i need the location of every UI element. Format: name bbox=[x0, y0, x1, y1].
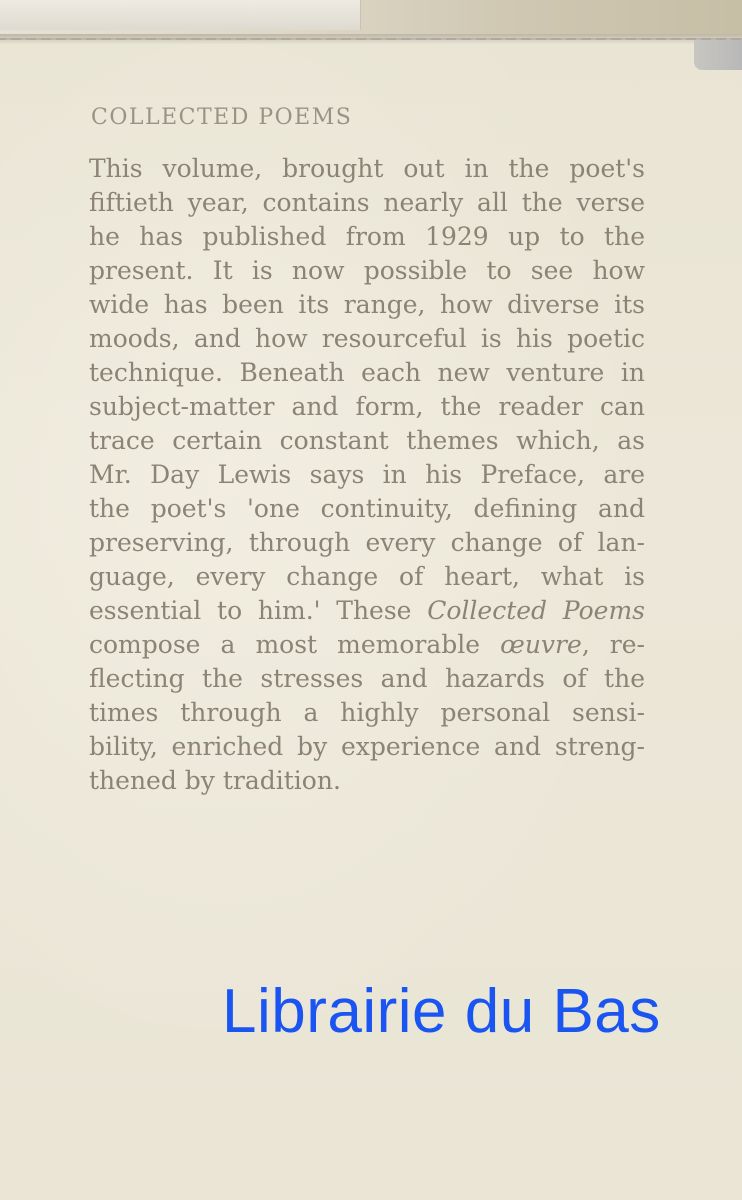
blurb-line: guage, every change of heart, what is bbox=[89, 562, 645, 591]
blurb-line: technique. Beneath each new venture in bbox=[89, 358, 645, 387]
blurb-line bbox=[89, 628, 645, 662]
blurb-line: wide has been its range, how diverse its bbox=[89, 290, 645, 319]
blurb-line: the poet's 'one continuity, defining and bbox=[89, 494, 645, 523]
blurb-line: moods, and how resourceful is his poetic bbox=[89, 324, 645, 353]
book-title-italic: Collected Poems bbox=[427, 596, 645, 625]
jacket-top-edge bbox=[0, 34, 742, 44]
blurb-line: flecting the stresses and hazards of the bbox=[89, 664, 645, 693]
jacket-corner bbox=[694, 40, 742, 70]
oeuvre-italic: œuvre bbox=[500, 630, 582, 659]
blurb-line: present. It is now possible to see how bbox=[89, 256, 645, 285]
blurb-line: fiftieth year, contains nearly all the verse bbox=[89, 188, 645, 217]
book-title-heading: COLLECTED POEMS bbox=[91, 105, 353, 130]
blurb-line: thened by tradition. bbox=[89, 766, 341, 795]
blurb-line: times through a highly personal sensi- bbox=[89, 698, 645, 727]
blurb-text: compose a most memorable bbox=[89, 630, 501, 659]
blurb-line: Mr. Day Lewis says in his Preface, are bbox=[89, 460, 645, 489]
blurb-line: he has published from 1929 up to the bbox=[89, 222, 645, 251]
blurb-line: subject-matter and form, the reader can bbox=[89, 392, 645, 421]
blurb-paragraph bbox=[89, 152, 645, 798]
blurb-line: trace certain constant themes which, as bbox=[89, 426, 645, 455]
bookseller-watermark: Librairie du Bas bbox=[222, 977, 661, 1046]
jacket-fold bbox=[0, 0, 361, 30]
blurb-line bbox=[89, 594, 645, 628]
blurb-line: This volume, brought out in the poet's bbox=[89, 154, 645, 183]
blurb-line: bility, enriched by experience and streng- bbox=[89, 732, 645, 761]
flap-text-block bbox=[89, 105, 645, 798]
blurb-text: essential to him.' These bbox=[89, 596, 428, 625]
blurb-text: , re- bbox=[581, 630, 646, 659]
blurb-line: preserving, through every change of lan- bbox=[89, 528, 645, 557]
